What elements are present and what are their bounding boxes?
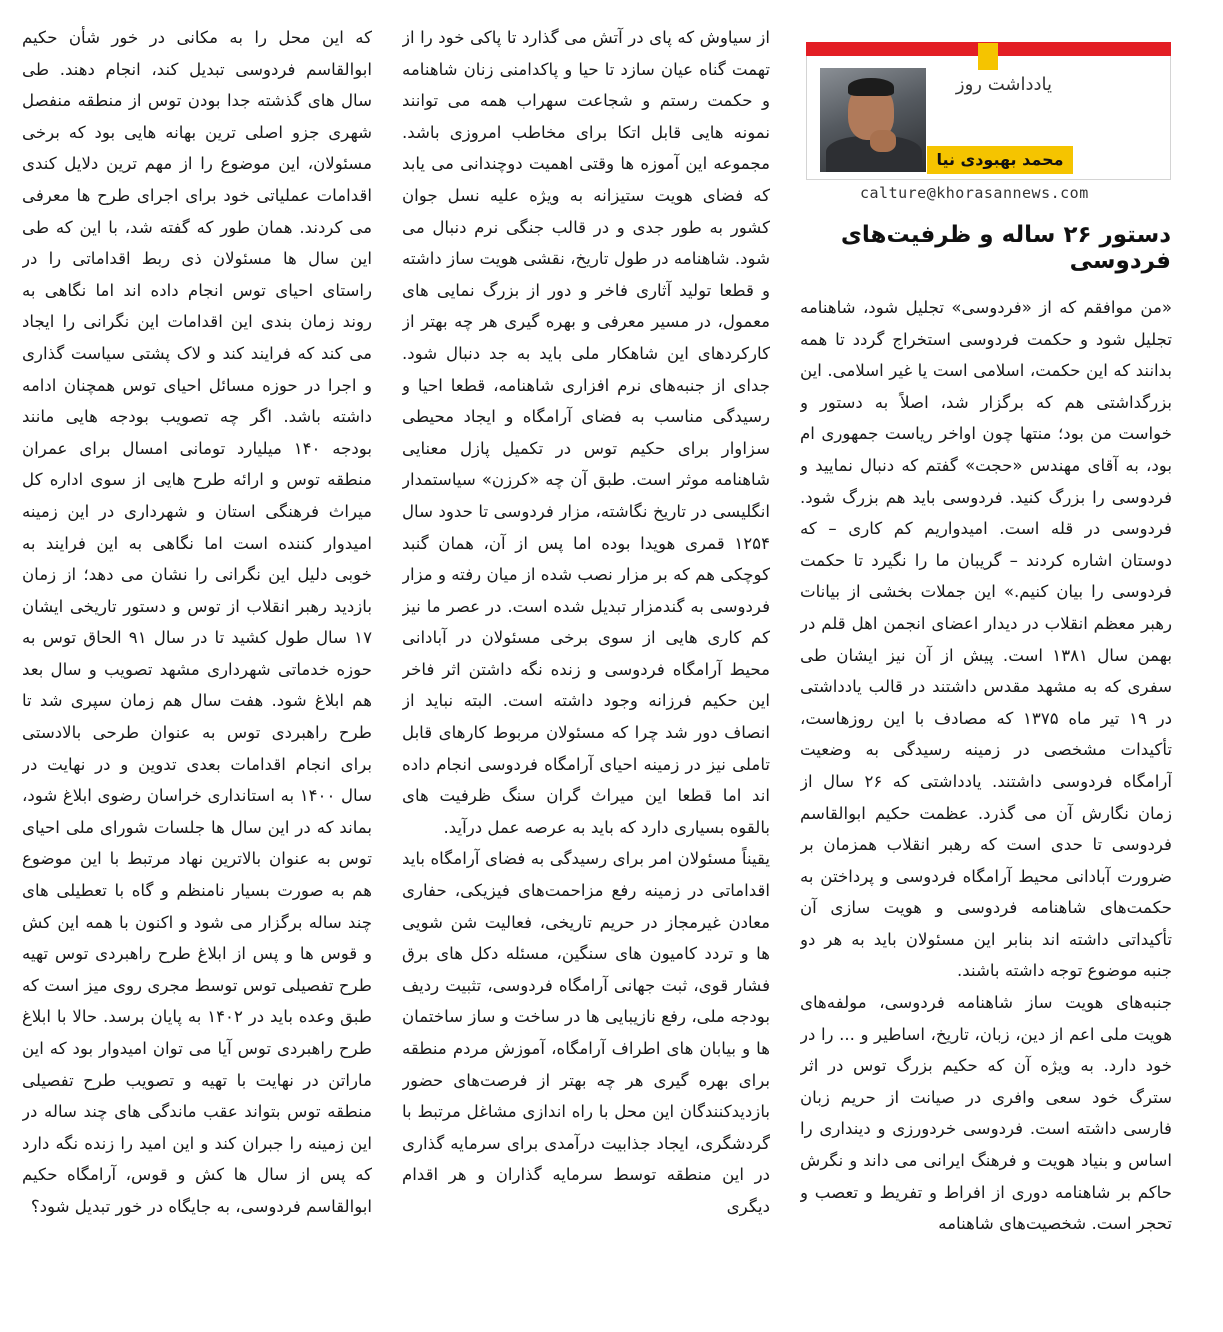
author-photo-hand — [870, 130, 896, 152]
author-photo — [820, 68, 926, 172]
article-column-middle: از سیاوش که پای در آتش می گذارد تا پاکی خود را از تهمت گناه عیان سازد تا حیا و پاکدامنی زنان شاهنامه و حکمت رستم و شجاعت سهراب همه می توانند نمونه هایی قابل اتکا برای مخاطب امروزی باشد. مجموعه این آموزه ها وقتی اهمیت دوچندانی می یابد که فضای هویت ستیزانه به ویژه علیه نسل جوان کشور به طور جدی و در قالب جنگی نرم دنبال می شود. شاهنامه در طول تاریخ، نقشی هویت ساز داشته و قطعا تولید آثاری فاخر و دور از بزرگ نمایی های معمول، در مسیر معرفی و بهره گیری هر چه بهتر از کارکردهای این شاهکار ملی باید به جد دنبال شود. جدای از جنبه‌های نرم افزاری شاهنامه، قطعا احیا و رسیدگی مناسب به فضای آرامگاه و ایجاد محیطی سزاوار برای حکیم توس در تکمیل پازل معنایی شاهنامه موثر است. طبق آن چه «کرزن» سیاستمدار انگلیسی در تاریخ نگاشته، مزار فردوسی تا حدود سال ۱۲۵۴ قمری هویدا بوده اما پس از آن، همان گنبد کوچکی هم که بر مزار نصب شده از میان رفته و مزار فردوسی به گندمزار تبدیل شده است. در عصر ما نیز کم کاری هایی از سوی برخی مسئولان در آبادانی محیط آرامگاه فردوسی و زنده نگه داشتن اثر فاخر این حکیم فرزانه وجود داشته است. البته نباید از انصاف دور شد چرا که مسئولان مربوط کارهای قابل تاملی نیز در زمینه احیای آرامگاه فردوسی انجام داده اند اما قطعا این میراث گران سنگ ظرفیت های بالقوه بسیاری دارد که باید به عرصه عمل درآید. یقیناً مسئولان امر برای رسیدگی به فضای آرامگاه باید اقداماتی در زمینه رفع مزاحمت‌های فیزیکی، حفاری معادن غیرمجاز در حریم تاریخی، فعالیت شن شویی ها و تردد کامیون های سنگین، مسئله دکل های برق فشار قوی، ثبت جهانی آرامگاه فردوسی، تثبیت ردیف بودجه ملی، رفع نازیبایی ها در ساخت و ساز ساختمان ها و بیابان های اطراف آرامگاه، آموزش مردم منطقه برای بهره گیری هر چه بهتر از فرصت‌های حضور بازدیدکنندگان این محل با راه اندازی مشاغل مرتبط با گردشگری، ایجاد جذابیت درآمدی برای سرمایه گذاری در این منطقه توسط سرمایه گذاران و هر اقدام دیگری — [402, 28, 770, 1216]
author-photo-hair — [848, 78, 894, 96]
article-headline: دستور ۲۶ ساله و ظرفیت‌های فردوسی — [840, 222, 1171, 274]
section-label: یادداشت روز — [955, 74, 1052, 95]
article-column-right: «من موافقم که از «فردوسی» تجلیل شود، شاهنامه تجلیل شود و حکمت فردوسی استخراج گردد تا همه بدانند که این حکمت، اسلامی است یا غیر اسلامی. این بزرگداشتی هم که برگزار شد، اصلاً به دستور و خواست من بود؛ منتها چون اواخر ریاست جمهوری ام بود، به آقای مهندس «حجت» گفتم که دنبال نمایید و فردوسی را بزرگ کنید. فردوسی باید هم بزرگ شود. فردوسی در قله است. امیدواریم کم کاری – که دوستان اشاره کردند – گریبان ما را نگیرد تا حکمت فردوسی را بیان کنیم.» این جملات بخشی از بیانات رهبر معظم انقلاب در دیدار اعضای انجمن اهل قلم در بهمن سال ۱۳۸۱ است. پیش از آن نیز ایشان طی سفری که به مشهد مقدس داشتند در قالب یادداشتی در ۱۹ تیر ماه ۱۳۷۵ که مصادف با این روزهاست، تأکیدات مشخصی در زمینه رسیدگی به وضعیت آرامگاه فردوسی داشتند. یادداشتی که ۲۶ سال از زمان نگارش آن می گذرد. عظمت حکیم ابوالقاسم فردوسی تا حدی است که رهبر انقلاب همزمان بر ضرورت آبادانی محیط آرامگاه فردوسی و پرداختن به حکمت‌های شاهنامه فردوسی و هویت سازی آن تأکیداتی داشته اند بنابر این مسئولان باید به هر دو جنبه موضوع توجه داشته باشند. جنبه‌های هویت ساز شاهنامه فردوسی، مولفه‌های هویت ملی اعم از دین، زبان، تاریخ، اساطیر و ... را در خود دارد. به ویژه آن که حکیم بزرگ توس در اثر سترگ خود سعی وافری در صیانت از حریم زبان فارسی داشته است. فردوسی خردورزی و دینداری را اساس و بنیاد هویت و فرهنگ ایرانی می داند و نگرش حاکم بر شاهنامه دوری از افراط و تفریط و تعصب و تحجر است. شخصیت‌های شاهنامه — [800, 298, 1172, 1234]
article-column-left: که این محل را به مکانی در خور شأن حکیم ابوالقاسم فردوسی تبدیل کند، انجام دهند. طی سال های گذشته جدا بودن توس از منطقه منفصل شهری جزو اصلی ترین بهانه هایی بود که برخی مسئولان، این موضوع را از مهم ترین دلایل کندی اقدامات عملیاتی خود برای اجرای طرح ها معرفی می کردند. همان طور که گفته شد، با این که طی این سال ها مسئولان ذی ربط اقداماتی را در راستای احیای توس انجام داده اند اما نگاهی به روند زمان بندی این اقدامات این نگرانی را ایجاد می کند که فرایند کند و لاک پشتی سیاست گذاری و اجرا در حوزه مسائل احیای توس همچنان ادامه داشته باشد. اگر چه تصویب بودجه هایی مانند بودجه ۱۴۰ میلیارد تومانی امسال برای عمران منطقه توس و ارائه طرح هایی از سوی اداره کل میراث فرهنگی استان و شهرداری در این زمینه امیدوار کننده است اما نگاهی به این فرایند به خوبی دلیل این نگرانی را نشان می دهد؛ از زمان بازدید رهبر انقلاب از توس و دستور تاریخی ایشان ۱۷ سال طول کشید تا در سال ۹۱ الحاق توس به حوزه خدماتی شهرداری مشهد تصویب و سال بعد هم ابلاغ شود. هفت سال هم زمان سپری شد تا طرح راهبردی توس به عنوان طرحی بالادستی برای انجام اقدامات بعدی تدوین و در نهایت در سال ۱۴۰۰ به استانداری خراسان رضوی ابلاغ شود، بماند که در این سال ها جلسات شورای ملی احیای توس به عنوان بالاترین نهاد مرتبط با این موضوع هم به صورت بسیار نامنظم و گاه با تعطیلی های چند ساله برگزار می شود و اکنون با همه این کش و قوس ها و پس از ابلاغ طرح راهبردی توس تهیه طرح تفصیلی توس توسط مجری روی میز است که طبق وعده باید در ۱۴۰۲ به پایان برسد. حالا با ابلاغ طرح راهبردی توس آیا می توان امیدوار بود که این ماراتن در نهایت با تهیه و تصویب طرح تفصیلی منطقه توس بتواند عقب ماندگی های چند ساله در این زمینه را جبران کند و این امید را زنده نگه دارد که پس از سال ها کش و قوس، آرامگاه حکیم ابوالقاسم فردوسی، به جایگاه در خور تبدیل شود؟ — [22, 28, 372, 1216]
author-name: محمد بهبودی نیا — [927, 146, 1073, 174]
author-email[interactable]: calture@khorasannews.com — [860, 184, 1089, 202]
